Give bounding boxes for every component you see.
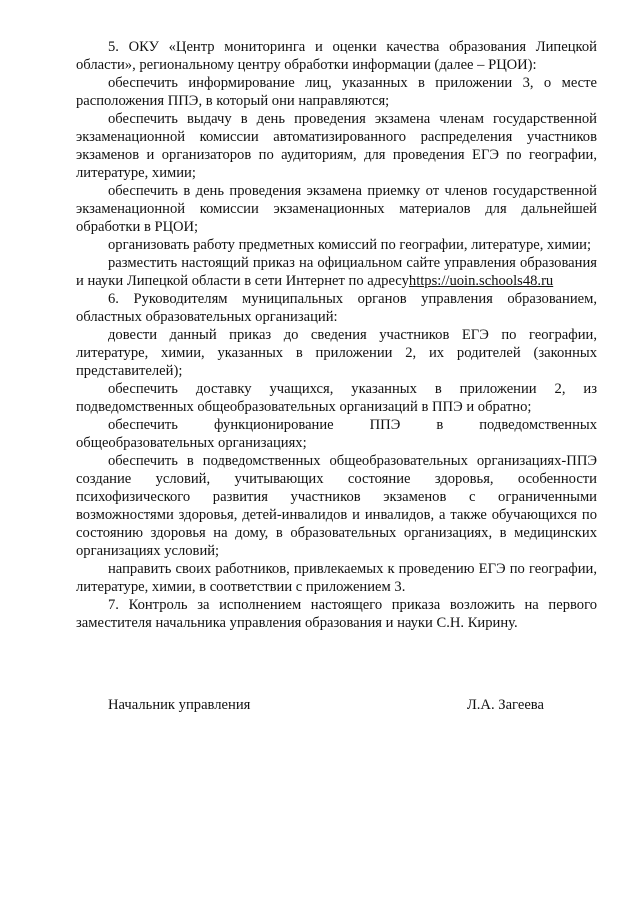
paragraph-7: 7. Контроль за исполнением настоящего приказа возложить на первого заместителя начальника управления образования и науки С.Н. Кирину. bbox=[76, 597, 597, 631]
signatory-name: Л.А. Загеева bbox=[466, 697, 544, 713]
paragraph-6-delivery: обеспечить доставку учащихся, указанных в приложении 2, из подведомственных общеобразовательных организаций в ППЭ и обратно; bbox=[76, 381, 597, 415]
paragraph-5-publish-text: разместить настоящий приказ на официальном сайте управления образования и науки Липецкой области в сети Интернет по адресу bbox=[76, 255, 597, 289]
paragraph-5-commissions: организовать работу предметных комиссий по географии, литературе, химии; bbox=[108, 237, 592, 253]
document-body bbox=[76, 38, 597, 632]
paragraph-6-functioning: обеспечить функционирование ППЭ в подведомственных общеобразовательных организациях; bbox=[76, 417, 597, 451]
paragraph-5-inform: обеспечить информирование лиц, указанных в приложении 3, о месте расположения ППЭ, в который они направляются; bbox=[76, 75, 597, 109]
paragraph-5-publish bbox=[76, 254, 597, 290]
paragraph-6: 6. Руководителям муниципальных органов управления образованием, областных образовательных организаций: bbox=[76, 291, 597, 325]
website-link[interactable]: https://uoin.schools48.ru bbox=[408, 273, 554, 289]
paragraph-6-notify: довести данный приказ до сведения участников ЕГЭ по географии, литературе, химии, указанных в приложении 2, их родителей (законных представителей); bbox=[76, 327, 597, 379]
paragraph-5-issue: обеспечить выдачу в день проведения экзамена членам государственной экзаменационной комиссии автоматизированного распределения участников экзаменов и организаторов по аудиториям, для проведения ЕГЭ по географии, литературе, химии; bbox=[76, 111, 597, 181]
paragraph-5: 5. ОКУ «Центр мониторинга и оценки качества образования Липецкой области», региональному центру обработки информации (далее – РЦОИ): bbox=[76, 39, 597, 73]
paragraph-6-conditions: обеспечить в подведомственных общеобразовательных организациях-ППЭ создание условий, учитывающих состояние здоровья, особенности психофизического развития участников экзаменов с ограниченными возможностями здоровья, детей-инвалидов и инвалидов, а также обучающихся по состоянию здоровья на дому, в образовательных организациях, в медицинских организациях условий; bbox=[76, 453, 597, 559]
paragraph-6-staff: направить своих работников, привлекаемых к проведению ЕГЭ по географии, литературе, химии, в соответствии с приложением 3. bbox=[76, 561, 597, 595]
signatory-position: Начальник управления bbox=[108, 697, 251, 713]
paragraph-5-accept: обеспечить в день проведения экзамена приемку от членов государственной экзаменационной комиссии экзаменационных материалов для дальнейшей обработки в РЦОИ; bbox=[76, 183, 597, 235]
